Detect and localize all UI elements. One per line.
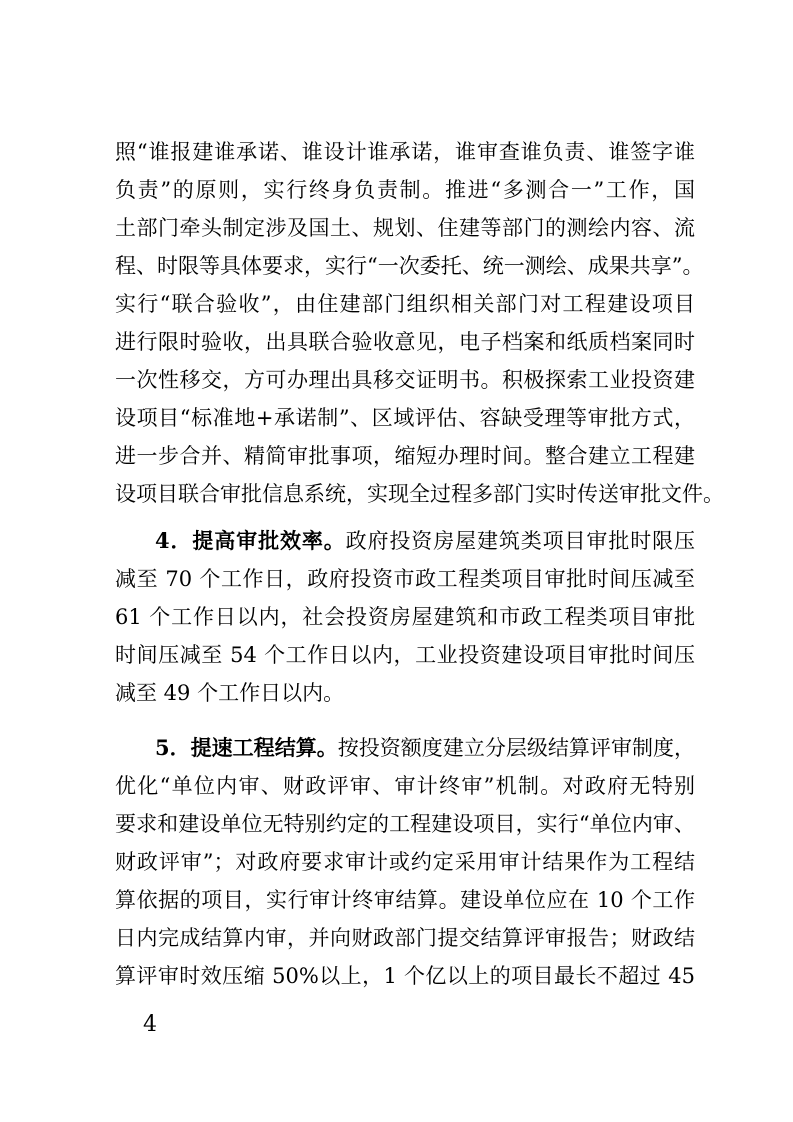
paragraph-line: 优化“单位内审、财政评审、审计终审”机制。对政府无特别 <box>115 774 695 798</box>
item-5-first-line <box>155 733 695 763</box>
item-5-heading: 5．提速工程结算。 <box>155 735 338 760</box>
paragraph-line: 时间压减至 54 个工作日以内，工业投资建设项目审批时间压 <box>115 643 695 667</box>
paragraph-line: 程、时限等具体要求，实行“一次委托、统一测绘、成果共享”。 <box>115 254 704 278</box>
paragraph-line: 实行“联合验收”，由住建部门组织相关部门对工程建设项目 <box>115 292 695 316</box>
paragraph-line: 进一步合并、精简审批事项，缩短办理时间。整合建立工程建 <box>115 444 695 468</box>
item-4-first-line <box>155 526 695 556</box>
paragraph-line: 设项目联合审批信息系统，实现全过程多部门实时传送审批文件。 <box>115 482 724 506</box>
item-5-text: 按投资额度建立分层级结算评审制度， <box>337 736 695 760</box>
paragraph-line: 日内完成结算内审，并向财政部门提交结算评审报告；财政结 <box>115 926 695 950</box>
paragraph-line: 算依据的项目，实行审计终审结算。建设单位应在 10 个工作 <box>115 888 695 912</box>
paragraph-line: 61 个工作日以内，社会投资房屋建筑和市政工程类项目审批 <box>115 605 695 629</box>
paragraph-line: 进行限时验收，出具联合验收意见，电子档案和纸质档案同时 <box>115 330 695 354</box>
paragraph-line: 算评审时效压缩 50%以上，1 个亿以上的项目最长不超过 45 <box>115 964 695 988</box>
paragraph-line: 减至 49 个工作日以内。 <box>115 681 345 705</box>
paragraph-line: 设项目“标准地+承诺制”、区域评估、容缺受理等审批方式， <box>115 406 695 430</box>
paragraph-line: 财政评审”；对政府要求审计或约定采用审计结果作为工程结 <box>115 850 695 874</box>
paragraph-line: 要求和建设单位无特别约定的工程建设项目，实行“单位内审、 <box>115 812 695 836</box>
item-4-heading: 4．提高审批效率。 <box>155 528 346 553</box>
paragraph-line: 照“谁报建谁承诺、谁设计谁承诺，谁审查谁负责、谁签字谁 <box>115 140 695 164</box>
paragraph-line: 一次性移交，方可办理出具移交证明书。积极探索工业投资建 <box>115 368 695 392</box>
item-4-text: 政府投资房屋建筑类项目审批时限压 <box>345 529 695 553</box>
page-number: 4 <box>143 1012 157 1037</box>
paragraph-line: 负责”的原则，实行终身负责制。推进“多测合一”工作，国 <box>115 178 695 202</box>
paragraph-line: 减至 70 个工作日，政府投资市政工程类项目审批时间压减至 <box>115 567 695 591</box>
paragraph-line: 土部门牵头制定涉及国土、规划、住建等部门的测绘内容、流 <box>115 216 695 240</box>
